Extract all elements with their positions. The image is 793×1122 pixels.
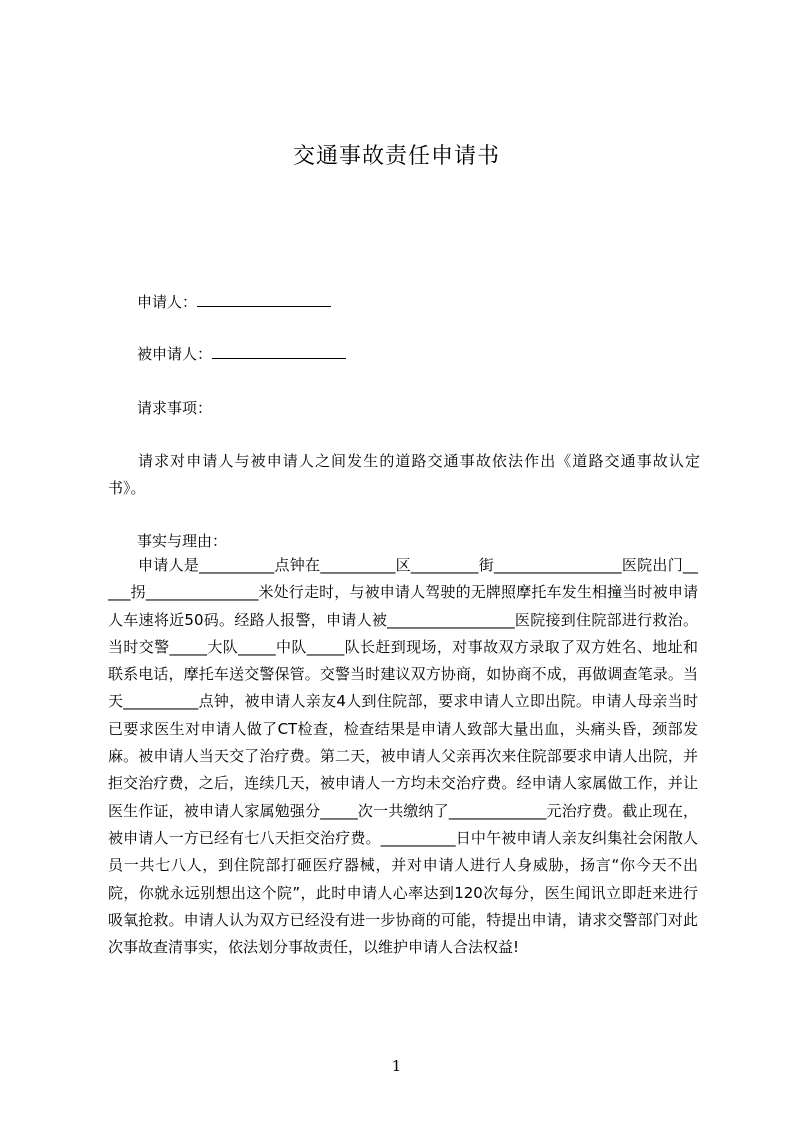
applicant-field <box>137 290 331 313</box>
request-paragraph: 请求对申请人与被申请人之间发生的道路交通事故依法作出《道路交通事故认定书》。 <box>108 452 700 498</box>
respondent-blank <box>212 342 346 359</box>
applicant-blank <box>197 290 331 307</box>
respondent-field <box>137 342 346 365</box>
applicant-label: 申请人： <box>137 293 198 311</box>
page-number: 1 <box>391 1057 402 1075</box>
request-heading: 请求事项： <box>137 399 213 417</box>
respondent-label: 被申请人： <box>137 345 213 363</box>
facts-paragraph: 申请人是__________点钟在__________区_________街_________________医院出门_____拐_______________米处行走时，与被申请人驾驶的无牌照摩托车发生相撞当时被申请人车速将近50码。经路人报警，申请人被_________________医院接到住院部进行救治。当时交警_____大队_____中队_____队长赶到现场，对事故双方录取了双方姓名、地址和联系电话，摩托车送交警保管。交警当时建议双方协商，如协商不成，再做调查笔录。当天__________点钟，被申请人亲友4人到住院部，要求申请人立即出院。申请人母亲当时已要求医生对申请人做了CT检查，检查结果是申请人致部大量出血，头痛头昏，颈部发麻。被申请人当天交了治疗费。第二天，被申请人父亲再次来住院部要求申请人出院，并拒交治疗费，之后，连续几天，被申请人一方均未交治疗费。经申请人家属做工作，并让医生作证，被申请人家属勉强分_____次一共缴纳了_____________元治疗费。截止现在，被申请人一方已经有七八天拒交治疗费。__________日中午被申请人亲友纠集社会闲散人员一共七八人，到住院部打砸医疗器械，并对申请人进行人身威胁，扬言“你今天不出院，你就永远别想出这个院”，此时申请人心率达到120次每分，医生闻讯立即赶来进行吸氧抢救。申请人认为双方已经没有进一步协商的可能，特提出申请，请求交警部门对此次事故查清事实，依法划分事故责任，以维护申请人合法权益! <box>108 556 698 957</box>
document-title: 交通事故责任申请书 <box>292 144 500 169</box>
facts-heading: 事实与理由： <box>137 532 228 550</box>
